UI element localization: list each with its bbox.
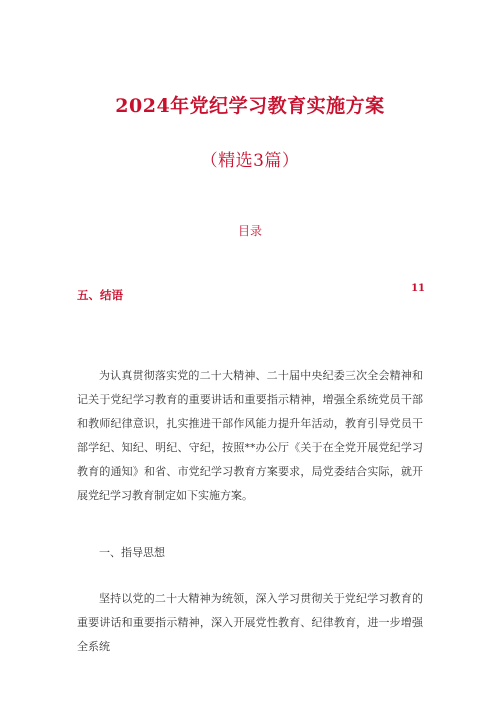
document-subtitle: （精选3篇） (200, 151, 300, 171)
toc-entry-label[interactable]: 五、结语 (77, 288, 123, 302)
section-heading: 一、指导思想 (99, 546, 165, 559)
body-paragraph: 坚持以党的二十大精神为统领，深入学习贯彻关于党纪学习教育的重要讲话和重要指示精神，深入开展党性教育、纪律教育，进一步增强全系统 (77, 592, 423, 653)
toc-entry-page: 11 (411, 283, 425, 294)
toc-heading: 目录 (237, 224, 262, 238)
document-title: 2024年党纪学习教育实施方案 (115, 95, 385, 117)
intro-paragraph: 为认真贯彻落实党的二十大精神、二十届中央纪委三次全会精神和记关于党纪学习教育的重要讲话和重要指示精神，增强全系统党员干部和教师纪律意识，扎实推进干部作风能力提升年活动，教育引导党员干部学纪、知纪、明纪、守纪，按照**办公厅《关于在全党开展党纪学习教育的通知》和省、市党纪学习教育方案要求，局党委结合实际，就开展党纪学习教育制定如下实施方案。 (77, 369, 423, 502)
